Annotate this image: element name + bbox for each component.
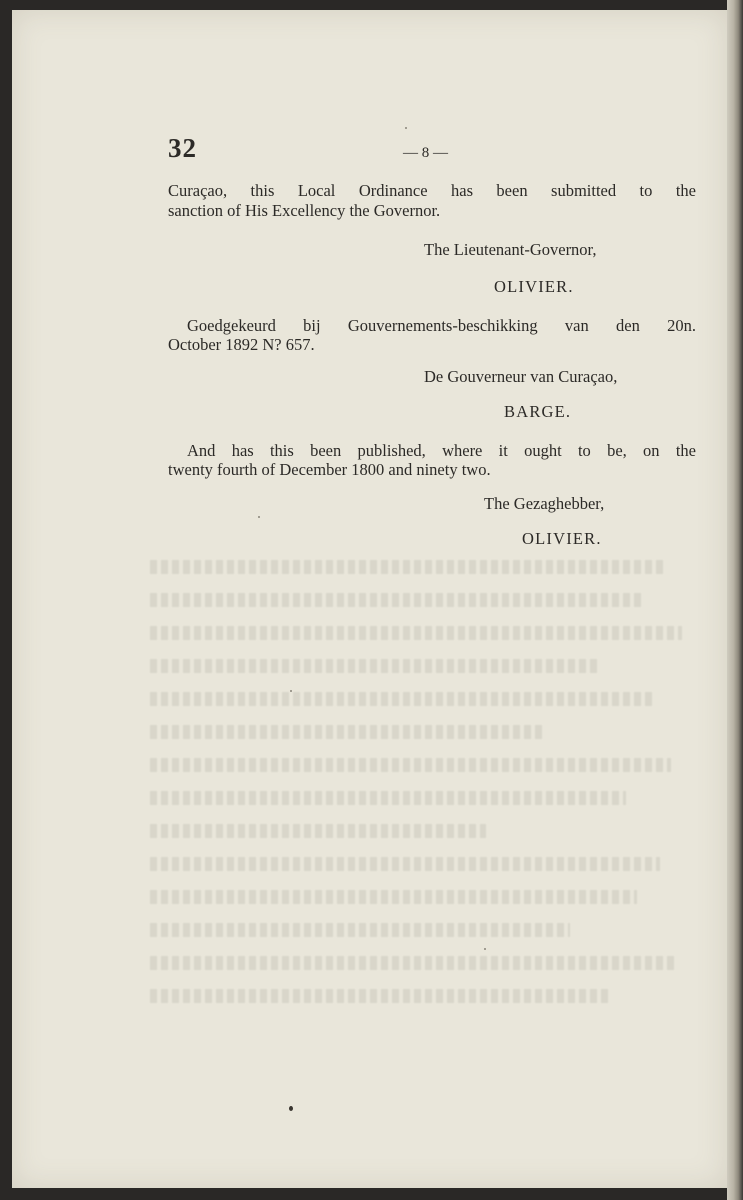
signature-3-title: The Gezaghebber, xyxy=(484,494,605,513)
approval-line-1: Goedgekeurd bij Gouvernements-beschikking van den 20n. xyxy=(187,316,696,335)
signature-1-name: OLIVIER. xyxy=(494,277,574,296)
signature-2-name: BARGE. xyxy=(504,402,572,421)
paper-speck xyxy=(290,690,292,692)
approval-line-2: October 1892 N? 657. xyxy=(168,335,315,354)
paragraph-1-line-1: Curaçao, this Local Ordinance has been submitted to the xyxy=(168,181,696,200)
signature-2-title: De Gouverneur van Curaçao, xyxy=(424,367,618,386)
page-edge xyxy=(727,0,743,1200)
page-number: 32 xyxy=(168,133,197,163)
ink-dot xyxy=(289,1106,293,1111)
signature-3-name: OLIVIER. xyxy=(522,529,602,548)
publication-line-1: And has this been published, where it ought to be, on the xyxy=(187,441,696,460)
publication-line-2: twenty fourth of December 1800 and ninety two. xyxy=(168,460,491,479)
paragraph-1-line-2: sanction of His Excellency the Governor. xyxy=(168,201,441,220)
page-marker: — 8 — xyxy=(403,145,448,161)
paper-speck xyxy=(405,127,407,129)
signature-1-title: The Lieutenant-Governor, xyxy=(424,240,597,259)
paper-speck xyxy=(484,948,486,950)
paper-speck xyxy=(258,516,260,518)
